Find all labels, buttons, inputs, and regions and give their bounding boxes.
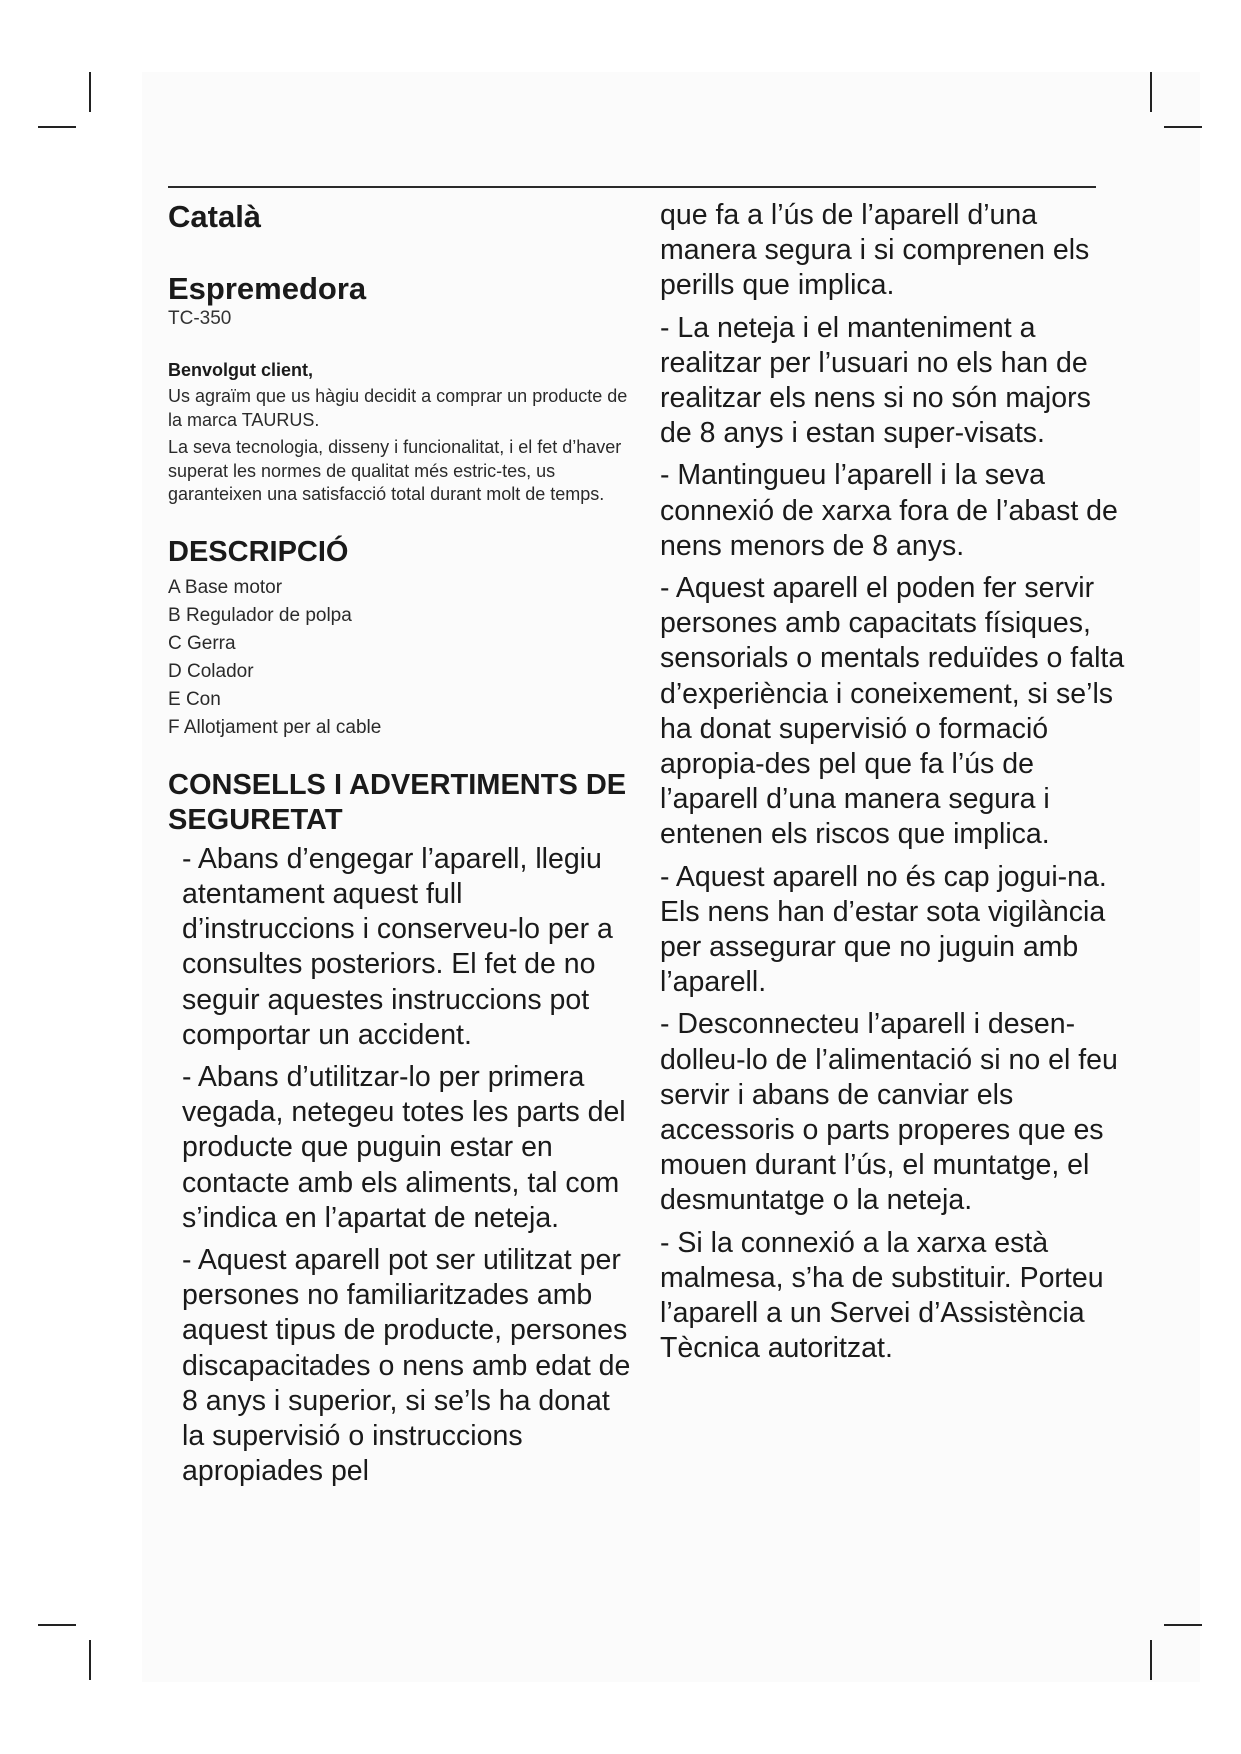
safety-paragraph: - Mantingueu l’aparell i la seva connexió de xarxa fora de l’abast de nens menors de 8 anys.: [660, 459, 1118, 562]
product-title: Espremedora: [168, 271, 367, 307]
safety-paragraph: - Si la connexió a la xarxa està malmesa, s’ha de substituir. Porteu l’aparell a un Servei d’Assistència Tècnica autoritzat.: [660, 1226, 1104, 1365]
intro-text: [168, 385, 638, 507]
crop-mark: [89, 1640, 91, 1680]
header-rule: [168, 186, 1096, 188]
description-item: C Gerra: [168, 632, 236, 654]
description-item: B Regulador de polpa: [168, 604, 352, 626]
crop-mark: [1164, 1624, 1202, 1626]
safety-paragraph: - Abans d’utilitzar-lo per primera vegada, netegeu totes les parts del producte que puguin estar en contacte amb els aliments, tal com s’indica en l’apartat de neteja.: [182, 1060, 626, 1234]
left-column: [168, 200, 638, 1496]
safety-paragraph: que fa a l’ús de l’aparell d’una manera segura i si comprenen els perills que implica.: [660, 199, 1090, 302]
safety-heading: CONSELLS I ADVERTIMENTS DE SEGURETAT: [168, 768, 627, 836]
safety-paragraph: - Aquest aparell no és cap jogui-na. Els nens han d’estar sota vigilància per assegurar que no juguin amb l’aparell.: [660, 860, 1107, 999]
crop-mark: [1150, 72, 1152, 112]
intro-paragraph: La seva tecnologia, disseny i funcionalitat, i el fet d’haver superat les normes de qualitat més estric-tes, us garanteixen una satisfacció total durant molt de temps.: [168, 437, 622, 505]
safety-paragraph: - La neteja i el manteniment a realitzar per l’usuari no els han de realitzar els nens si no són majors de 8 anys i estan super-visats.: [660, 311, 1091, 450]
safety-paragraph: - Desconnecteu l’aparell i desen-dolleu-lo de l’alimentació si no el feu servir i abans de canviar els accessoris o parts properes que es mouen durant l’ús, el muntatge, el desmuntatge o la neteja.: [660, 1008, 1118, 1217]
safety-text-left: [168, 842, 638, 1490]
language-heading: Català: [168, 199, 262, 234]
safety-paragraph: - Aquest aparell el poden fer servir persones amb capacitats físiques, sensorials o mentals reduïdes o falta d’experiència i coneixement, si se’ls ha donat supervisió o formació apropia-des pel que fa l’ús de l’aparell d’una manera segura i entenen els riscos que implica.: [660, 572, 1125, 851]
description-item: F Allotjament per al cable: [168, 716, 382, 738]
safety-text-right: [660, 198, 1130, 1367]
crop-mark: [38, 126, 76, 128]
description-item: E Con: [168, 688, 221, 710]
description-item: A Base motor: [168, 576, 283, 598]
greeting: Benvolgut client,: [168, 360, 314, 381]
crop-mark: [1164, 126, 1202, 128]
crop-mark: [89, 72, 91, 112]
safety-paragraph: - Abans d’engegar l’aparell, llegiu atentament aquest full d’instruccions i conserveu-lo per a consultes posteriors. El fet de no seguir aquestes instruccions pot comportar un accident.: [182, 842, 613, 1051]
description-list: [168, 574, 638, 742]
right-column: [660, 198, 1130, 1374]
crop-mark: [38, 1624, 76, 1626]
intro-paragraph: Us agraïm que us hàgiu decidit a comprar un producte de la marca TAURUS.: [168, 386, 628, 430]
description-item: D Colador: [168, 660, 254, 682]
description-heading: DESCRIPCIÓ: [168, 535, 349, 568]
crop-mark: [1150, 1640, 1152, 1680]
model-number: TC-350: [168, 308, 232, 330]
safety-paragraph: - Aquest aparell pot ser utilitzat per persones no familiaritzades amb aquest tipus de producte, persones discapacitades o nens amb edat de 8 anys i superior, si se’ls ha donat la supervisió o instruccions apropiades pel: [182, 1243, 631, 1488]
